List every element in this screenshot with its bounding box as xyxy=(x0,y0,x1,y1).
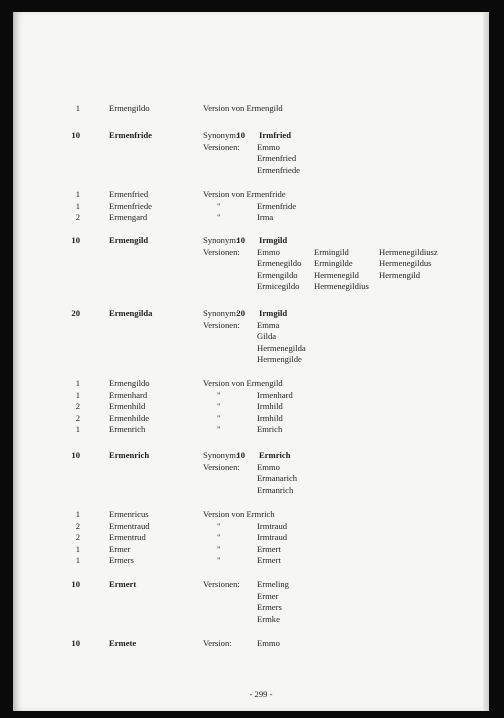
entry-label: Versionen: xyxy=(203,246,240,257)
entry-version-of: Version von Ermengild xyxy=(203,103,283,113)
version-value: Ermeling xyxy=(257,579,289,589)
version-value: Hermengild xyxy=(379,269,421,280)
entry-count: 10 xyxy=(71,638,80,648)
entry-version-target: Ermenfride xyxy=(257,200,297,211)
version-value: Hermenegild xyxy=(314,269,359,280)
synonym-count: 10 xyxy=(236,450,245,460)
entry-label: Synonym: xyxy=(203,450,239,460)
entry-name: Ermengildo xyxy=(109,378,150,388)
version-value: Hermenegildus xyxy=(379,258,432,269)
entry-name: Ermenhild xyxy=(109,401,146,412)
entry-version-target: Emrich xyxy=(257,424,283,435)
entry-count: 1 xyxy=(75,555,80,566)
synonym-name: Irmgild xyxy=(259,235,288,245)
entry-label: Versionen: xyxy=(203,461,240,472)
entry-label: Versionen: xyxy=(203,319,240,330)
version-value: Ermenegildo xyxy=(257,258,302,269)
entry-count: 2 xyxy=(75,412,80,423)
version-value: Emmo xyxy=(257,638,280,648)
version-value: Ermingild xyxy=(314,246,349,257)
version-value: Ermenfried xyxy=(257,153,297,164)
entry-name: Ermenfried xyxy=(109,189,149,199)
version-value: Hermenegildius xyxy=(314,281,369,292)
synonym-count: 20 xyxy=(236,308,245,318)
entry-count: 2 xyxy=(75,212,80,223)
synonym-name: Ermrich xyxy=(259,450,291,460)
ditto-mark: " xyxy=(217,543,221,554)
page-edge xyxy=(483,12,489,711)
entry-name: Ermenricus xyxy=(109,509,149,519)
entry-label: Versionen: xyxy=(203,141,240,152)
entry-name: Ermengilda xyxy=(109,308,153,318)
entry-version-target: Irmenhard xyxy=(257,389,293,400)
ditto-mark: " xyxy=(217,532,221,543)
entry-name: Ermengild xyxy=(109,235,149,245)
entry-name: Ermers xyxy=(109,555,134,566)
ditto-mark: " xyxy=(217,401,221,412)
version-value: Ermanarich xyxy=(257,473,298,484)
version-value: Ermenfriede xyxy=(257,164,300,175)
entry-name: Ermenfriede xyxy=(109,200,152,211)
entry-count: 2 xyxy=(75,532,80,543)
entry-name: Ermenhilde xyxy=(109,412,150,423)
entry-version-of: Version von Ermenfride xyxy=(203,189,286,199)
ditto-mark: " xyxy=(217,424,221,435)
version-value: Emmo xyxy=(257,141,280,152)
ditto-mark: " xyxy=(217,520,221,531)
ditto-mark: " xyxy=(217,412,221,423)
entry-version-target: Irmhild xyxy=(257,401,283,412)
version-value: Ermingilde xyxy=(314,258,353,269)
entry-name: Ermenrich xyxy=(109,450,150,460)
entry-name: Ermer xyxy=(109,543,131,554)
entry-version-target: Irmhild xyxy=(257,412,283,423)
version-value: Emmo xyxy=(257,461,280,472)
page-number: - 299 - xyxy=(249,689,273,699)
ditto-mark: " xyxy=(217,389,221,400)
version-value: Gilda xyxy=(257,331,277,342)
entry-count: 1 xyxy=(75,543,80,554)
entry-name: Ermenhard xyxy=(109,389,148,400)
entry-count: 1 xyxy=(75,189,80,199)
entry-count: 10 xyxy=(71,130,80,140)
entry-version-target: Ermert xyxy=(257,555,281,566)
version-value: Emmo xyxy=(257,246,280,257)
synonym-count: 10 xyxy=(236,130,245,140)
synonym-name: Irmgild xyxy=(259,308,288,318)
entry-label: Versionen: xyxy=(203,579,240,589)
ditto-mark: " xyxy=(217,555,221,566)
version-value: Ermicegildo xyxy=(257,281,300,292)
entry-version-of: Version von Ermrich xyxy=(203,509,275,519)
synonym-name: Irmfried xyxy=(259,130,291,140)
entry-label: Synonym: xyxy=(203,235,239,245)
entry-count: 20 xyxy=(71,308,80,318)
entry-name: Ermenfride xyxy=(109,130,152,140)
entry-count: 1 xyxy=(75,200,80,211)
entry-name: Ermert xyxy=(109,579,137,589)
entry-count: 1 xyxy=(75,424,80,435)
entry-name: Ermentrud xyxy=(109,532,146,543)
entry-name: Ermenrich xyxy=(109,424,146,435)
entry-count: 1 xyxy=(75,389,80,400)
version-value: Ermer xyxy=(257,590,279,601)
version-value: Emma xyxy=(257,319,280,330)
entry-label: Synonym: xyxy=(203,308,239,318)
entry-version-of: Version von Ermengild xyxy=(203,378,283,388)
entry-count: 10 xyxy=(71,450,80,460)
entry-version-target: Irmtraud xyxy=(257,532,288,543)
entry-name: Ermengildo xyxy=(109,103,150,113)
version-value: Hermenegildiusz xyxy=(379,246,438,257)
version-value: Ermers xyxy=(257,602,282,613)
entry-count: 1 xyxy=(75,103,80,113)
entry-count: 1 xyxy=(75,509,80,519)
entry-version-target: Ermert xyxy=(257,543,281,554)
entry-name: Ermentraud xyxy=(109,520,150,531)
version-value: Hermengilde xyxy=(257,354,302,365)
entry-label: Version: xyxy=(203,638,232,648)
entry-name: Ermengard xyxy=(109,212,148,223)
entry-count: 2 xyxy=(75,520,80,531)
version-value: Ermengildo xyxy=(257,269,298,280)
version-value: Ermanrich xyxy=(257,484,294,495)
ditto-mark: " xyxy=(217,212,221,223)
entry-count: 10 xyxy=(71,579,80,589)
version-value: Ermke xyxy=(257,613,280,624)
version-value: Hermenegilda xyxy=(257,342,306,353)
entry-count: 10 xyxy=(71,235,80,245)
book-page xyxy=(13,12,489,711)
entry-version-target: Irmtraud xyxy=(257,520,288,531)
entry-count: 1 xyxy=(75,378,80,388)
entry-label: Synonym: xyxy=(203,130,239,140)
synonym-count: 10 xyxy=(236,235,245,245)
entry-count: 2 xyxy=(75,401,80,412)
ditto-mark: " xyxy=(217,200,221,211)
entry-version-target: Irma xyxy=(257,212,274,223)
entry-name: Ermete xyxy=(109,638,137,648)
